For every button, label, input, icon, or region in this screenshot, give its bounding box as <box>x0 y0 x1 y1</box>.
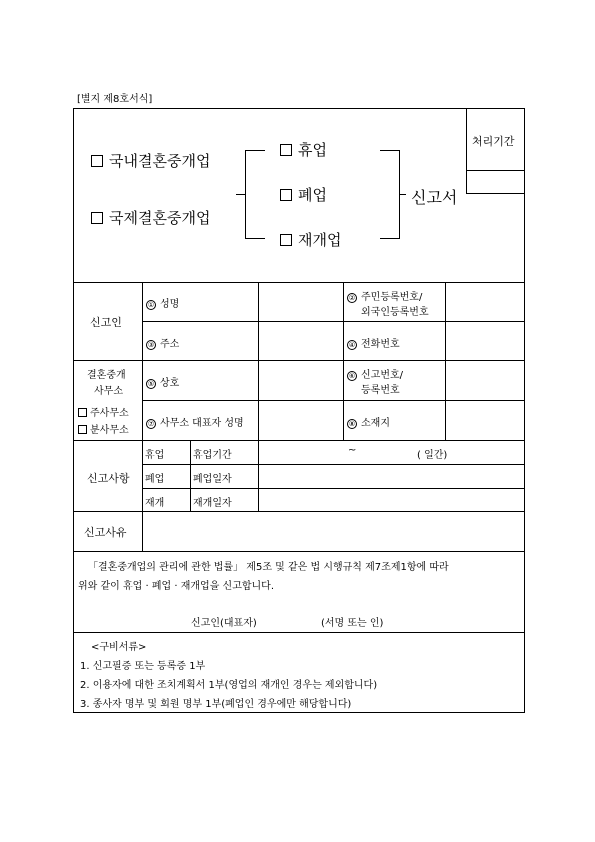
signer-label: 신고인(대표자) <box>191 618 257 629</box>
checkbox-closure[interactable] <box>280 189 292 201</box>
reopening-label: 재개업 <box>298 231 342 249</box>
name-field[interactable] <box>259 283 342 320</box>
suspension-period-tilde: ~ <box>348 445 357 456</box>
suspension-label: 휴업 <box>298 141 327 159</box>
reopening-option[interactable] <box>280 229 341 250</box>
domestic-business-label: 국내결혼중개업 <box>109 152 211 170</box>
phone-label-cell <box>347 335 400 350</box>
representative-label-cell <box>146 414 244 429</box>
checkbox-reopening[interactable] <box>280 234 292 246</box>
processing-box-mid <box>466 170 525 171</box>
resident-no-label-2: 외국인등록번호 <box>361 307 429 318</box>
trade-name-label: 상호 <box>160 378 180 389</box>
checkbox-international[interactable] <box>91 212 103 224</box>
num-5: ⑤ <box>147 380 155 388</box>
document-item-1: 1. 신고필증 또는 등록증 1부 <box>80 661 206 672</box>
declaration-line-1: 「결혼중개업의 관리에 관한 법률」 제5조 및 같은 법 시행규칙 제7조제1항에 따라 <box>88 562 449 573</box>
phone-field[interactable] <box>446 322 524 359</box>
num-1: ① <box>147 301 155 309</box>
representative-label: 사무소 대표자 성명 <box>160 418 244 429</box>
closure-option[interactable] <box>280 184 327 205</box>
address-field[interactable] <box>259 322 342 359</box>
processing-box-bottom <box>466 193 525 194</box>
row-closure-type: 폐업 <box>145 474 165 485</box>
applicant-section-label: 신고인 <box>90 316 122 329</box>
closure-date-field[interactable] <box>259 465 524 487</box>
row-suspension-field: 휴업기간 <box>193 450 232 461</box>
report-items-label: 신고사항 <box>87 472 130 485</box>
row-closure-field: 폐업일자 <box>193 474 232 485</box>
row-reopening-type: 재개 <box>145 498 165 509</box>
report-no-field[interactable] <box>446 361 524 399</box>
form-caption: [별지 제8호서식] <box>77 94 153 105</box>
documents-title: <구비서류> <box>91 642 147 653</box>
processing-box-left <box>466 109 467 193</box>
suspension-option[interactable] <box>280 139 327 160</box>
name-label-cell <box>146 295 179 310</box>
checkbox-branch-office[interactable] <box>78 425 87 434</box>
report-form <box>73 108 525 713</box>
domestic-business-option[interactable] <box>91 150 210 171</box>
left-bracket <box>245 150 265 239</box>
main-office-label: 주사무소 <box>90 408 129 419</box>
branch-office-label: 분사무소 <box>90 425 129 436</box>
num-3: ③ <box>147 341 155 349</box>
trade-name-field[interactable] <box>259 361 342 399</box>
reopening-date-field[interactable] <box>259 489 524 510</box>
left-bracket-tick <box>236 194 246 195</box>
row-suspension-type: 휴업 <box>145 450 165 461</box>
trade-name-label-cell <box>146 374 179 389</box>
document-item-2: 2. 이용자에 대한 조치계획서 1부(영업의 재개인 경우는 제외합니다) <box>80 680 378 691</box>
phone-label: 전화번호 <box>361 339 400 350</box>
num-7: ⑦ <box>147 420 155 428</box>
closure-label: 폐업 <box>298 186 327 204</box>
location-label: 소재지 <box>361 418 390 429</box>
office-section-label-2: 사무소 <box>94 386 123 397</box>
resident-no-field[interactable] <box>446 283 524 320</box>
address-label: 주소 <box>160 339 180 350</box>
resident-no-label-cell <box>347 288 422 303</box>
suspension-days: ( 일간) <box>417 450 448 461</box>
location-field[interactable] <box>446 401 524 439</box>
checkbox-main-office[interactable] <box>78 408 87 417</box>
branch-office-option[interactable] <box>78 421 129 436</box>
sign-note[interactable]: (서명 또는 인) <box>321 618 384 629</box>
checkbox-suspension[interactable] <box>280 144 292 156</box>
representative-field[interactable] <box>259 401 342 439</box>
report-no-label-cell <box>347 366 403 381</box>
num-2: ② <box>348 294 356 302</box>
num-4: ④ <box>348 341 356 349</box>
location-label-cell <box>347 414 390 429</box>
right-bracket <box>380 150 400 239</box>
report-title: 신고서 <box>411 188 458 207</box>
document-item-3: 3. 종사자 명부 및 회원 명부 1부(폐업인 경우에만 해당합니다) <box>80 699 352 710</box>
main-office-option[interactable] <box>78 404 129 419</box>
office-section-label-1: 결혼중개 <box>87 370 126 381</box>
name-label: 성명 <box>160 299 180 310</box>
suspension-period-field[interactable] <box>259 441 524 463</box>
processing-period-label: 처리기간 <box>472 135 515 148</box>
report-no-label-1: 신고번호/ <box>361 370 404 381</box>
num-8: ⑧ <box>348 420 356 428</box>
report-no-label-2: 등록번호 <box>361 385 400 396</box>
row-reopening-field: 재개일자 <box>193 498 232 509</box>
reason-label: 신고사유 <box>84 526 127 539</box>
checkbox-domestic[interactable] <box>91 155 103 167</box>
resident-no-label-1: 주민등록번호/ <box>361 292 423 303</box>
reason-field[interactable] <box>143 512 524 550</box>
right-bracket-tick <box>400 194 406 195</box>
address-label-cell <box>146 335 179 350</box>
international-business-option[interactable] <box>91 207 210 228</box>
international-business-label: 국제결혼중개업 <box>109 209 211 227</box>
declaration-line-2: 위와 같이 휴업 · 폐업 · 재개업을 신고합니다. <box>78 581 275 592</box>
num-6: ⑥ <box>348 372 356 380</box>
